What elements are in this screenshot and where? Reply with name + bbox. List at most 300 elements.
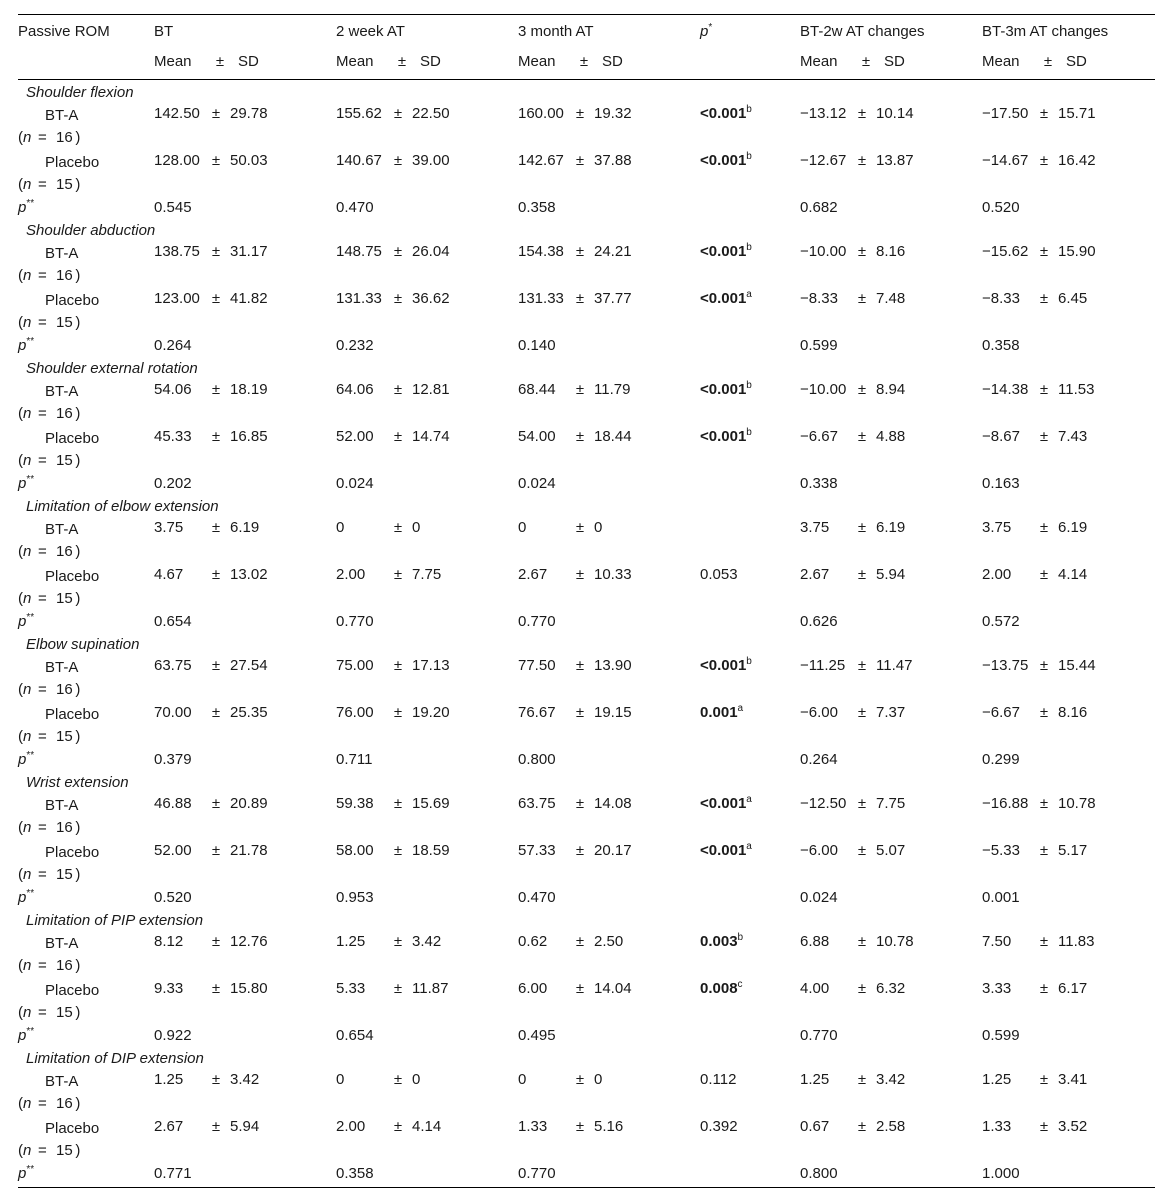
sd-value: 18.44: [594, 427, 632, 445]
mean-value: 59.38: [336, 794, 374, 812]
cell-p: [700, 102, 800, 149]
pvalue-bt: 0.545: [154, 198, 192, 216]
mean-value: 8.12: [154, 932, 184, 950]
subheader-3m: Mean ± SD: [518, 47, 700, 80]
cell-m3: [518, 930, 700, 977]
cell-w2: [336, 378, 518, 425]
plus-minus: ±: [575, 427, 585, 445]
pvalue-m3: 0.770: [518, 1162, 700, 1188]
group-label: [18, 240, 154, 287]
mean-value: 1.33: [518, 1117, 548, 1135]
sd-value: 8.16: [876, 242, 906, 260]
sd-value: 15.90: [1058, 242, 1096, 260]
mean-value: 46.88: [154, 794, 192, 812]
pvalue-m3: 0.800: [518, 750, 556, 768]
pvalue-bt: 0.520: [154, 888, 192, 906]
pvalue-w2: 0.358: [336, 1162, 518, 1188]
p-footnote: a: [737, 702, 744, 714]
mean-value: 5.33: [336, 979, 366, 997]
cell-bt: [154, 930, 336, 977]
plus-minus: ±: [575, 1070, 585, 1088]
pvalue-m3: 0.140: [518, 336, 556, 354]
mean-value: 2.00: [336, 1117, 366, 1135]
p-value: 0.112: [700, 1070, 737, 1088]
pvalue-m3: 0.770: [518, 612, 556, 630]
table-row-placebo: [18, 149, 1155, 196]
mean-value: 76.67: [518, 703, 556, 721]
pvalue-c3m: 1.000: [982, 1162, 1155, 1188]
cell-p: [700, 792, 800, 839]
mean-value: 155.62: [336, 104, 382, 122]
plus-minus: ±: [575, 104, 585, 122]
mean-value: 57.33: [518, 841, 556, 859]
sd-value: 19.15: [594, 703, 632, 721]
group-name: BT-A: [45, 244, 79, 262]
group-label: [18, 378, 154, 425]
plus-minus: ±: [1039, 794, 1049, 812]
header-p-star: [700, 15, 800, 47]
plus-minus: ±: [575, 565, 585, 583]
cell-w2: [336, 563, 518, 610]
sd-value: 24.21: [594, 242, 632, 260]
plus-minus: ±: [211, 151, 221, 169]
cell-bt: [154, 654, 336, 701]
sd-value: 15.69: [412, 794, 450, 812]
cell-p: [700, 1115, 800, 1162]
mean-value: −15.62: [982, 242, 1029, 260]
plus-minus: ±: [857, 979, 867, 997]
mean-value: 0: [336, 518, 345, 536]
plus-minus: ±: [1039, 565, 1049, 583]
plus-minus: ±: [211, 380, 221, 398]
cell-w2: [336, 240, 518, 287]
plus-minus: ±: [393, 289, 403, 307]
header-row: [18, 15, 1155, 47]
plus-minus: ±: [1039, 703, 1049, 721]
section-title-row: [18, 80, 1155, 102]
cell-m3: [518, 1068, 700, 1115]
table-row-bta: [18, 792, 1155, 839]
table-row-bta: [18, 1068, 1155, 1115]
mean-value: 45.33: [154, 427, 192, 445]
plus-minus: ±: [857, 289, 867, 307]
sd-value: 20.17: [594, 841, 632, 859]
plus-minus: ±: [1039, 1117, 1049, 1135]
plus-minus: ±: [393, 242, 403, 260]
mean-value: 2.67: [154, 1117, 184, 1135]
pvalue-label: p**: [18, 1025, 35, 1044]
section-title: Limitation of elbow extension: [26, 497, 219, 515]
section-title-row: [18, 1046, 1155, 1068]
cell-bt: [154, 977, 336, 1024]
mean-value: 2.67: [518, 565, 548, 583]
cell-bt: [154, 378, 336, 425]
header-bt-2w-changes: BT-2w AT changes: [800, 15, 982, 47]
plus-minus: ±: [857, 151, 867, 169]
plus-minus: ±: [1039, 1070, 1049, 1088]
table-row-bta: [18, 654, 1155, 701]
cell-p: [700, 378, 800, 425]
section-title-row: [18, 218, 1155, 240]
table-row-placebo: [18, 1115, 1155, 1162]
sd-value: 4.14: [1058, 565, 1088, 583]
group-label: [18, 792, 154, 839]
cell-c3m: [982, 149, 1155, 196]
sd-value: 3.42: [230, 1070, 260, 1088]
subheader-row: [18, 47, 1155, 80]
mean-value: 3.75: [800, 518, 830, 536]
pvalue-c3m: 0.520: [982, 198, 1020, 216]
cell-c3m: [982, 977, 1155, 1024]
group-n: (n = 15 ): [18, 313, 81, 331]
plus-minus: ±: [211, 703, 221, 721]
table-row-placebo: [18, 839, 1155, 886]
group-n: (n = 16 ): [18, 956, 81, 974]
plus-minus: ±: [211, 1117, 221, 1135]
mean-value: 1.25: [154, 1070, 184, 1088]
pvalue-row: [18, 196, 1155, 218]
group-name: BT-A: [45, 106, 79, 124]
mean-value: 75.00: [336, 656, 374, 674]
group-name: BT-A: [45, 934, 79, 952]
plus-minus: ±: [575, 794, 585, 812]
cell-c2w: [800, 563, 982, 610]
section-title-row: [18, 632, 1155, 654]
cell-w2: [336, 425, 518, 472]
pvalue-bt: 0.654: [154, 612, 192, 630]
table-row-placebo: [18, 977, 1155, 1024]
cell-bt: [154, 1115, 336, 1162]
cell-bt: [154, 839, 336, 886]
sd-value: 14.08: [594, 794, 632, 812]
plus-minus: ±: [211, 656, 221, 674]
group-n: (n = 15 ): [18, 451, 81, 469]
section-title: Limitation of DIP extension: [26, 1049, 204, 1067]
cell-c2w: [800, 102, 982, 149]
sd-value: 7.75: [412, 565, 442, 583]
mean-value: −5.33: [982, 841, 1020, 859]
cell-bt: [154, 102, 336, 149]
mean-value: 142.50: [154, 104, 200, 122]
cell-c3m: [982, 378, 1155, 425]
mean-value: 63.75: [154, 656, 192, 674]
cell-c3m: [982, 516, 1155, 563]
pvalue-w2: 0.770: [336, 612, 374, 630]
cell-w2: [336, 516, 518, 563]
mean-value: −10.00: [800, 380, 847, 398]
pvalue-bt: 0.379: [154, 750, 192, 768]
pvalue-c3m: 0.358: [982, 336, 1020, 354]
subheader-bt: Mean ± SD: [154, 47, 336, 80]
sd-value: 11.47: [876, 656, 913, 674]
pvalue-bt: 0.264: [154, 336, 192, 354]
section-title: Shoulder external rotation: [26, 359, 198, 377]
plus-minus: ±: [211, 841, 221, 859]
group-label: [18, 701, 154, 748]
mean-value: 4.67: [154, 565, 184, 583]
sd-value: 22.50: [412, 104, 450, 122]
mean-value: −14.67: [982, 151, 1029, 169]
sd-value: 2.50: [594, 932, 624, 950]
mean-value: 2.00: [336, 565, 366, 583]
plus-minus: ±: [1039, 427, 1049, 445]
sd-value: 17.13: [412, 656, 450, 674]
p-footnote: b: [746, 655, 752, 667]
sd-value: 25.35: [230, 703, 268, 721]
cell-m3: [518, 563, 700, 610]
plus-minus: ±: [857, 703, 867, 721]
cell-c2w: [800, 1068, 982, 1115]
p-value: 0.392: [700, 1117, 738, 1135]
mean-value: −6.67: [800, 427, 838, 445]
sd-value: 8.16: [1058, 703, 1088, 721]
cell-c2w: [800, 378, 982, 425]
sd-value: 4.14: [412, 1117, 442, 1135]
mean-value: 148.75: [336, 242, 382, 260]
cell-m3: [518, 1115, 700, 1162]
table-row-placebo: [18, 563, 1155, 610]
pvalue-c2w: 0.024: [800, 888, 838, 906]
plus-minus: ±: [393, 104, 403, 122]
mean-value: −8.67: [982, 427, 1020, 445]
sd-value: 6.19: [876, 518, 906, 536]
pvalue-label: p**: [18, 335, 35, 354]
mean-value: 1.25: [800, 1070, 830, 1088]
pvalue-c2w: 0.264: [800, 750, 838, 768]
group-name: Placebo: [45, 705, 100, 723]
group-n: (n = 15 ): [18, 589, 81, 607]
pvalue-label: p**: [18, 473, 35, 492]
plus-minus: ±: [1039, 380, 1049, 398]
sd-value: 11.79: [594, 380, 631, 398]
p-footnote: b: [737, 931, 744, 943]
pvalue-row: [18, 610, 1155, 632]
mean-value: 54.06: [154, 380, 192, 398]
cell-w2: [336, 930, 518, 977]
section-title: Limitation of PIP extension: [26, 911, 204, 929]
plus-minus: ±: [575, 1117, 585, 1135]
cell-c2w: [800, 930, 982, 977]
group-label: [18, 102, 154, 149]
sd-value: 15.80: [230, 979, 268, 997]
plus-minus: ±: [393, 703, 403, 721]
cell-bt: [154, 1068, 336, 1115]
plus-minus: ±: [857, 794, 867, 812]
sd-value: 13.87: [876, 151, 914, 169]
plus-minus: ±: [1039, 242, 1049, 260]
table-row-bta: [18, 240, 1155, 287]
sd-value: 41.82: [230, 289, 268, 307]
plus-minus: ±: [1039, 104, 1049, 122]
group-name: Placebo: [45, 1119, 100, 1137]
plus-minus: ±: [575, 518, 585, 536]
pvalue-c3m: 0.163: [982, 474, 1020, 492]
header-p-letter: p: [700, 23, 709, 40]
pvalue-c2w: 0.599: [800, 336, 838, 354]
plus-minus: ±: [575, 380, 585, 398]
sd-value: 5.07: [876, 841, 906, 859]
cell-m3: [518, 240, 700, 287]
mean-value: 0.67: [800, 1117, 830, 1135]
group-name: Placebo: [45, 981, 100, 999]
group-n: (n = 16 ): [18, 128, 81, 146]
sd-value: 39.00: [412, 151, 450, 169]
pvalue-label: p**: [18, 749, 35, 768]
p-value: 0.001: [700, 703, 738, 721]
p-value: <0.001: [700, 794, 747, 812]
pvalue-w2: 0.470: [336, 198, 374, 216]
mean-value: 68.44: [518, 380, 556, 398]
mean-value: −16.88: [982, 794, 1029, 812]
cell-p: [700, 563, 800, 610]
mean-value: −11.25: [800, 656, 846, 674]
sd-value: 5.16: [594, 1117, 624, 1135]
mean-value: 0: [336, 1070, 345, 1088]
sd-value: 13.90: [594, 656, 632, 674]
plus-minus: ±: [393, 151, 403, 169]
subheader-c3m: Mean ± SD: [982, 47, 1155, 80]
plus-minus: ±: [857, 841, 867, 859]
cell-c3m: [982, 654, 1155, 701]
sd-value: 6.32: [876, 979, 906, 997]
p-value: <0.001: [700, 242, 747, 260]
mean-value: 6.88: [800, 932, 830, 950]
header-2-week-at: 2 week AT: [336, 15, 518, 47]
p-value: <0.001: [700, 841, 747, 859]
sd-value: 5.17: [1058, 841, 1088, 859]
group-n: (n = 15 ): [18, 175, 81, 193]
pvalue-c2w: 0.338: [800, 474, 838, 492]
group-name: BT-A: [45, 658, 79, 676]
section-title: Elbow supination: [26, 635, 140, 653]
sd-value: 6.45: [1058, 289, 1088, 307]
cell-c3m: [982, 1068, 1155, 1115]
plus-minus: ±: [857, 242, 867, 260]
cell-p: [700, 930, 800, 977]
mean-value: 1.33: [982, 1117, 1012, 1135]
plus-minus: ±: [211, 794, 221, 812]
cell-bt: [154, 149, 336, 196]
group-label: [18, 516, 154, 563]
group-label: [18, 1115, 154, 1162]
mean-value: 3.75: [154, 518, 184, 536]
plus-minus: ±: [1039, 151, 1049, 169]
p-value: <0.001: [700, 380, 747, 398]
plus-minus: ±: [211, 518, 221, 536]
sd-value: 4.88: [876, 427, 906, 445]
plus-minus: ±: [857, 380, 867, 398]
cell-w2: [336, 654, 518, 701]
sd-value: 10.14: [876, 104, 914, 122]
pvalue-row: [18, 748, 1155, 770]
plus-minus: ±: [1039, 932, 1049, 950]
sd-value: 6.17: [1058, 979, 1088, 997]
sd-value: 37.88: [594, 151, 632, 169]
sd-value: 10.33: [594, 565, 632, 583]
mean-value: 123.00: [154, 289, 200, 307]
mean-value: 154.38: [518, 242, 564, 260]
header-p-star-sup: *: [708, 22, 713, 33]
p-value: <0.001: [700, 289, 747, 307]
p-footnote: a: [746, 793, 752, 805]
plus-minus: ±: [393, 841, 403, 859]
section-title-row: [18, 770, 1155, 792]
cell-w2: [336, 102, 518, 149]
pvalue-w2: 0.024: [336, 474, 374, 492]
section-title: Shoulder flexion: [26, 84, 134, 101]
cell-m3: [518, 378, 700, 425]
sd-value: 7.75: [876, 794, 906, 812]
sd-value: 16.85: [230, 427, 268, 445]
cell-bt: [154, 240, 336, 287]
cell-bt: [154, 563, 336, 610]
cell-c2w: [800, 1115, 982, 1162]
cell-c3m: [982, 425, 1155, 472]
sd-value: 3.41: [1058, 1070, 1088, 1088]
mean-value: 0.62: [518, 932, 548, 950]
group-name: BT-A: [45, 382, 79, 400]
p-footnote: a: [746, 840, 752, 852]
group-n: (n = 15 ): [18, 727, 81, 745]
sd-value: 0: [412, 518, 421, 536]
mean-value: −12.67: [800, 151, 847, 169]
sd-value: 7.37: [876, 703, 906, 721]
sd-value: 7.48: [876, 289, 906, 307]
sd-value: 14.74: [412, 427, 450, 445]
mean-value: 76.00: [336, 703, 374, 721]
plus-minus: ±: [211, 242, 221, 260]
mean-value: −13.75: [982, 656, 1029, 674]
sd-value: 0: [594, 518, 603, 536]
table-row-bta: [18, 930, 1155, 977]
cell-m3: [518, 102, 700, 149]
sd-value: 3.52: [1058, 1117, 1088, 1135]
table-row-placebo: [18, 425, 1155, 472]
sd-value: 11.83: [1058, 932, 1095, 950]
pvalue-c2w: 0.682: [800, 198, 838, 216]
plus-minus: ±: [393, 979, 403, 997]
cell-c3m: [982, 930, 1155, 977]
plus-minus: ±: [857, 656, 867, 674]
pvalue-row: [18, 886, 1155, 908]
cell-c3m: [982, 102, 1155, 149]
plus-minus: ±: [211, 427, 221, 445]
pvalue-c3m: 0.299: [982, 750, 1020, 768]
mean-value: 2.00: [982, 565, 1012, 583]
sd-value: 3.42: [412, 932, 442, 950]
group-name: Placebo: [45, 843, 100, 861]
plus-minus: ±: [575, 242, 585, 260]
mean-value: −17.50: [982, 104, 1029, 122]
group-name: BT-A: [45, 1072, 79, 1090]
plus-minus: ±: [393, 794, 403, 812]
sd-value: 8.94: [876, 380, 906, 398]
table-row-placebo: [18, 287, 1155, 334]
group-n: (n = 16 ): [18, 1094, 81, 1112]
cell-w2: [336, 149, 518, 196]
cell-c2w: [800, 977, 982, 1024]
group-label: [18, 425, 154, 472]
sd-value: 31.17: [230, 242, 268, 260]
cell-c3m: [982, 563, 1155, 610]
mean-value: −6.00: [800, 703, 838, 721]
mean-value: 160.00: [518, 104, 564, 122]
group-label: [18, 149, 154, 196]
p-footnote: b: [746, 103, 752, 115]
plus-minus: ±: [857, 932, 867, 950]
pvalue-label: p**: [18, 611, 35, 630]
group-n: (n = 16 ): [18, 680, 81, 698]
